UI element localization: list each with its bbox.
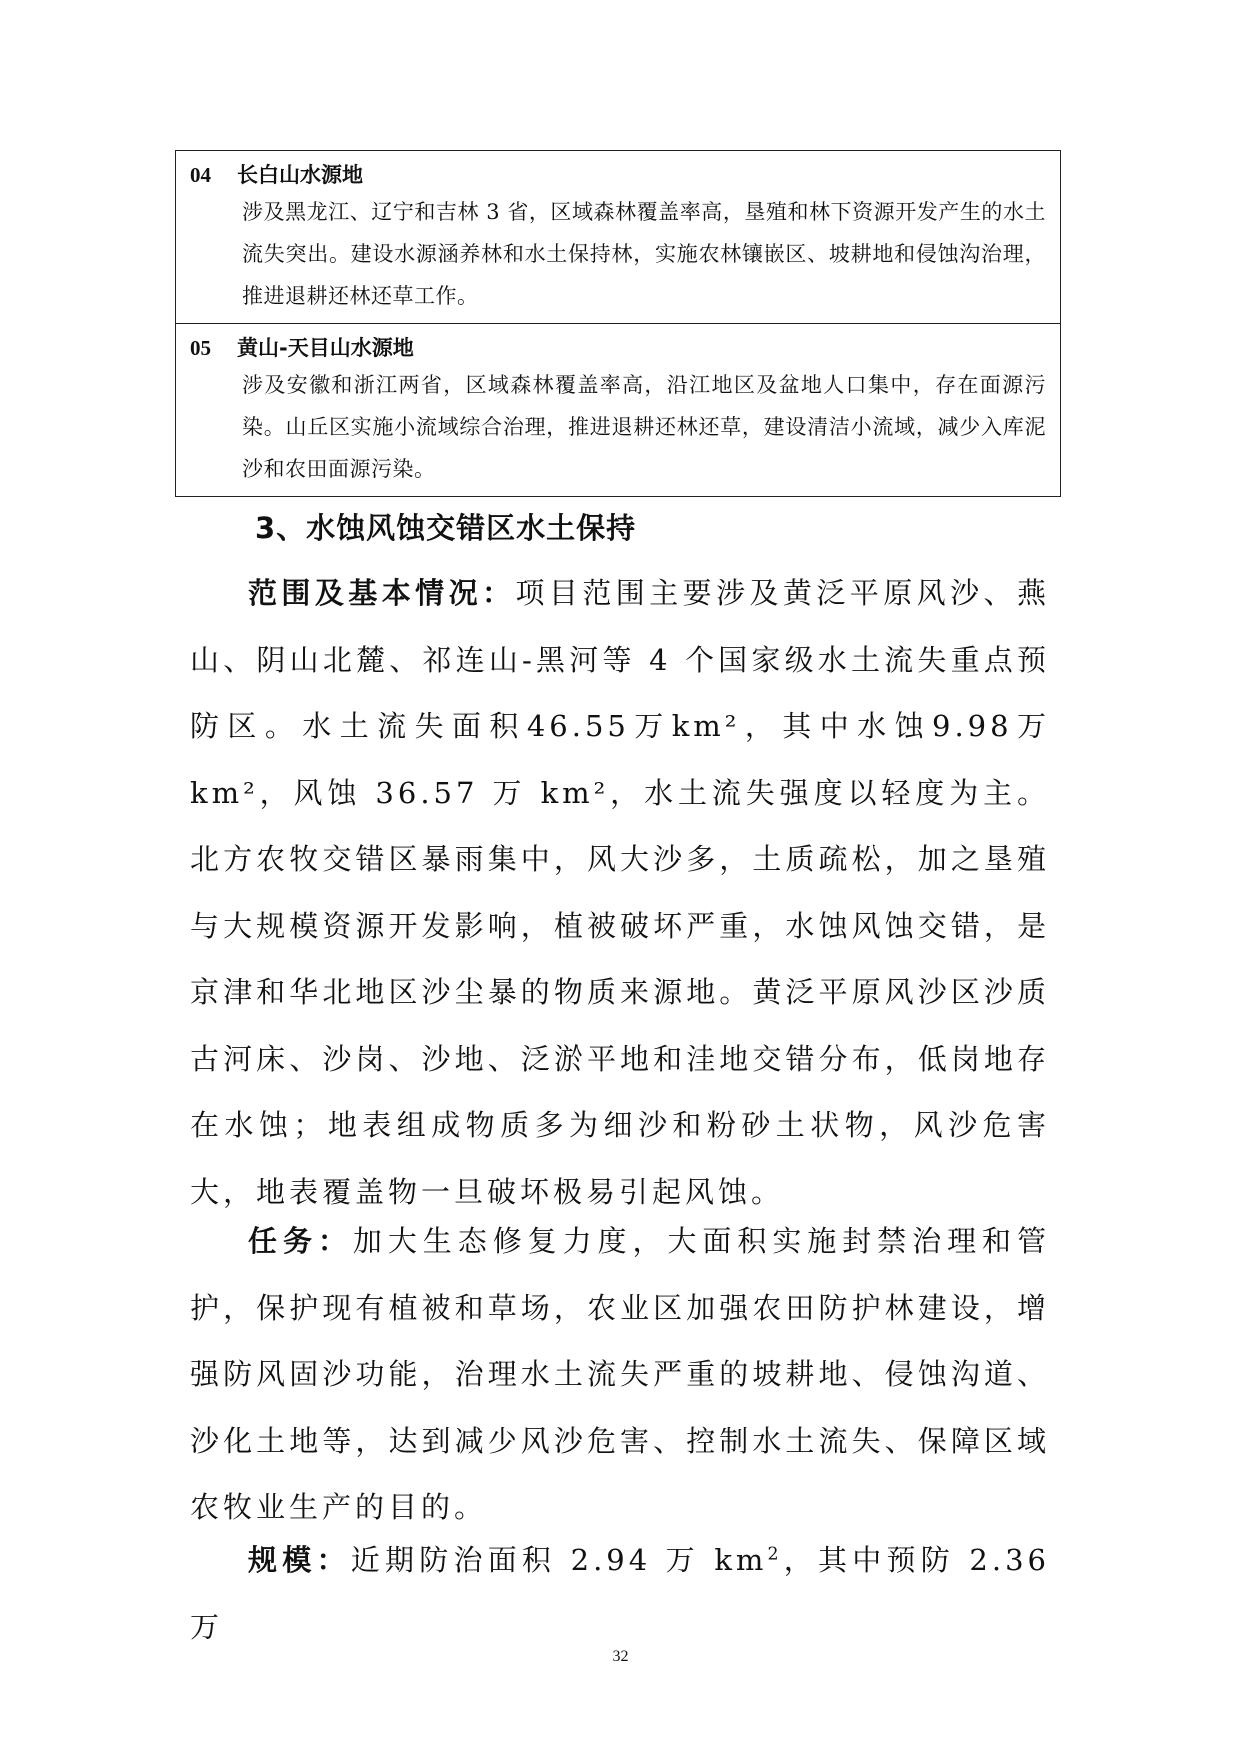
row-title: 黄山-天目山水源地	[237, 336, 414, 360]
region-table	[175, 150, 1061, 497]
scale-text: 近期防治面积 2.94 万 km	[350, 1543, 768, 1577]
scale-text-end: ，其中预防 2.36 万	[190, 1543, 1050, 1644]
table-row	[176, 323, 1060, 496]
row-description: 涉及安徽和浙江两省，区域森林覆盖率高，沿江地区及盆地人口集中，存在面源污染。山丘区实施小流域综合治理，推进退耕还林还草，建设清洁小流域，减少入库泥沙和农田面源污染。	[242, 373, 1046, 481]
row-title: 长白山水源地	[237, 163, 363, 187]
row-number: 04	[190, 163, 211, 187]
scale-superscript: 2	[767, 1544, 783, 1565]
row-heading	[190, 159, 1046, 191]
row-description: 涉及黑龙江、辽宁和吉林 3 省，区域森林覆盖率高，垦殖和林下资源开发产生的水土流失突出。建设水源涵养林和水土保持林，实施农林镶嵌区、坡耕地和侵蚀沟治理，推进退耕还林还草工作。	[242, 200, 1046, 308]
row-number: 05	[190, 336, 211, 360]
scale-paragraph	[190, 1527, 1050, 1660]
task-text: 加大生态修复力度，大面积实施封禁治理和管护，保护现有植被和草场，农业区加强农田防护林建设，增强防风固沙功能，治理水土流失严重的坡耕地、侵蚀沟道、沙化土地等，达到减少风沙危害、控制水土流失、保障区域农牧业生产的目的。	[190, 1224, 1050, 1524]
task-paragraph	[190, 1208, 1050, 1541]
row-heading	[190, 332, 1046, 364]
scope-text: 项目范围主要涉及黄泛平原风沙、燕山、阴山北麓、祁连山-黑河等 4 个国家级水土流失重点预防区。水土流失面积46.55万km²，其中水蚀9.98万km²，风蚀 36.57 万 km²，水土流失强度以轻度为主。北方农牧交错区暴雨集中，风大沙多，土质疏松，加之垦殖与大规模资源开发影响，植被破坏严重，水蚀风蚀交错，是京津和华北地区沙尘暴的物质来源地。黄泛平原风沙区沙质古河床、沙岗、沙地、泛淤平地和洼地交错分布，低岗地存在水蚀；地表组成物质多为细沙和粉砂土状物，风沙危害大，地表覆盖物一旦破坏极易引起风蚀。	[190, 576, 1050, 1209]
scope-label: 范围及基本情况：	[248, 576, 516, 610]
section-heading: 3、水蚀风蚀交错区水土保持	[255, 511, 637, 545]
scope-paragraph	[190, 560, 1050, 1225]
scale-label: 规模：	[248, 1543, 351, 1577]
task-label: 任务：	[248, 1224, 353, 1258]
table-row	[176, 151, 1060, 323]
page-number: 32	[612, 1648, 629, 1665]
